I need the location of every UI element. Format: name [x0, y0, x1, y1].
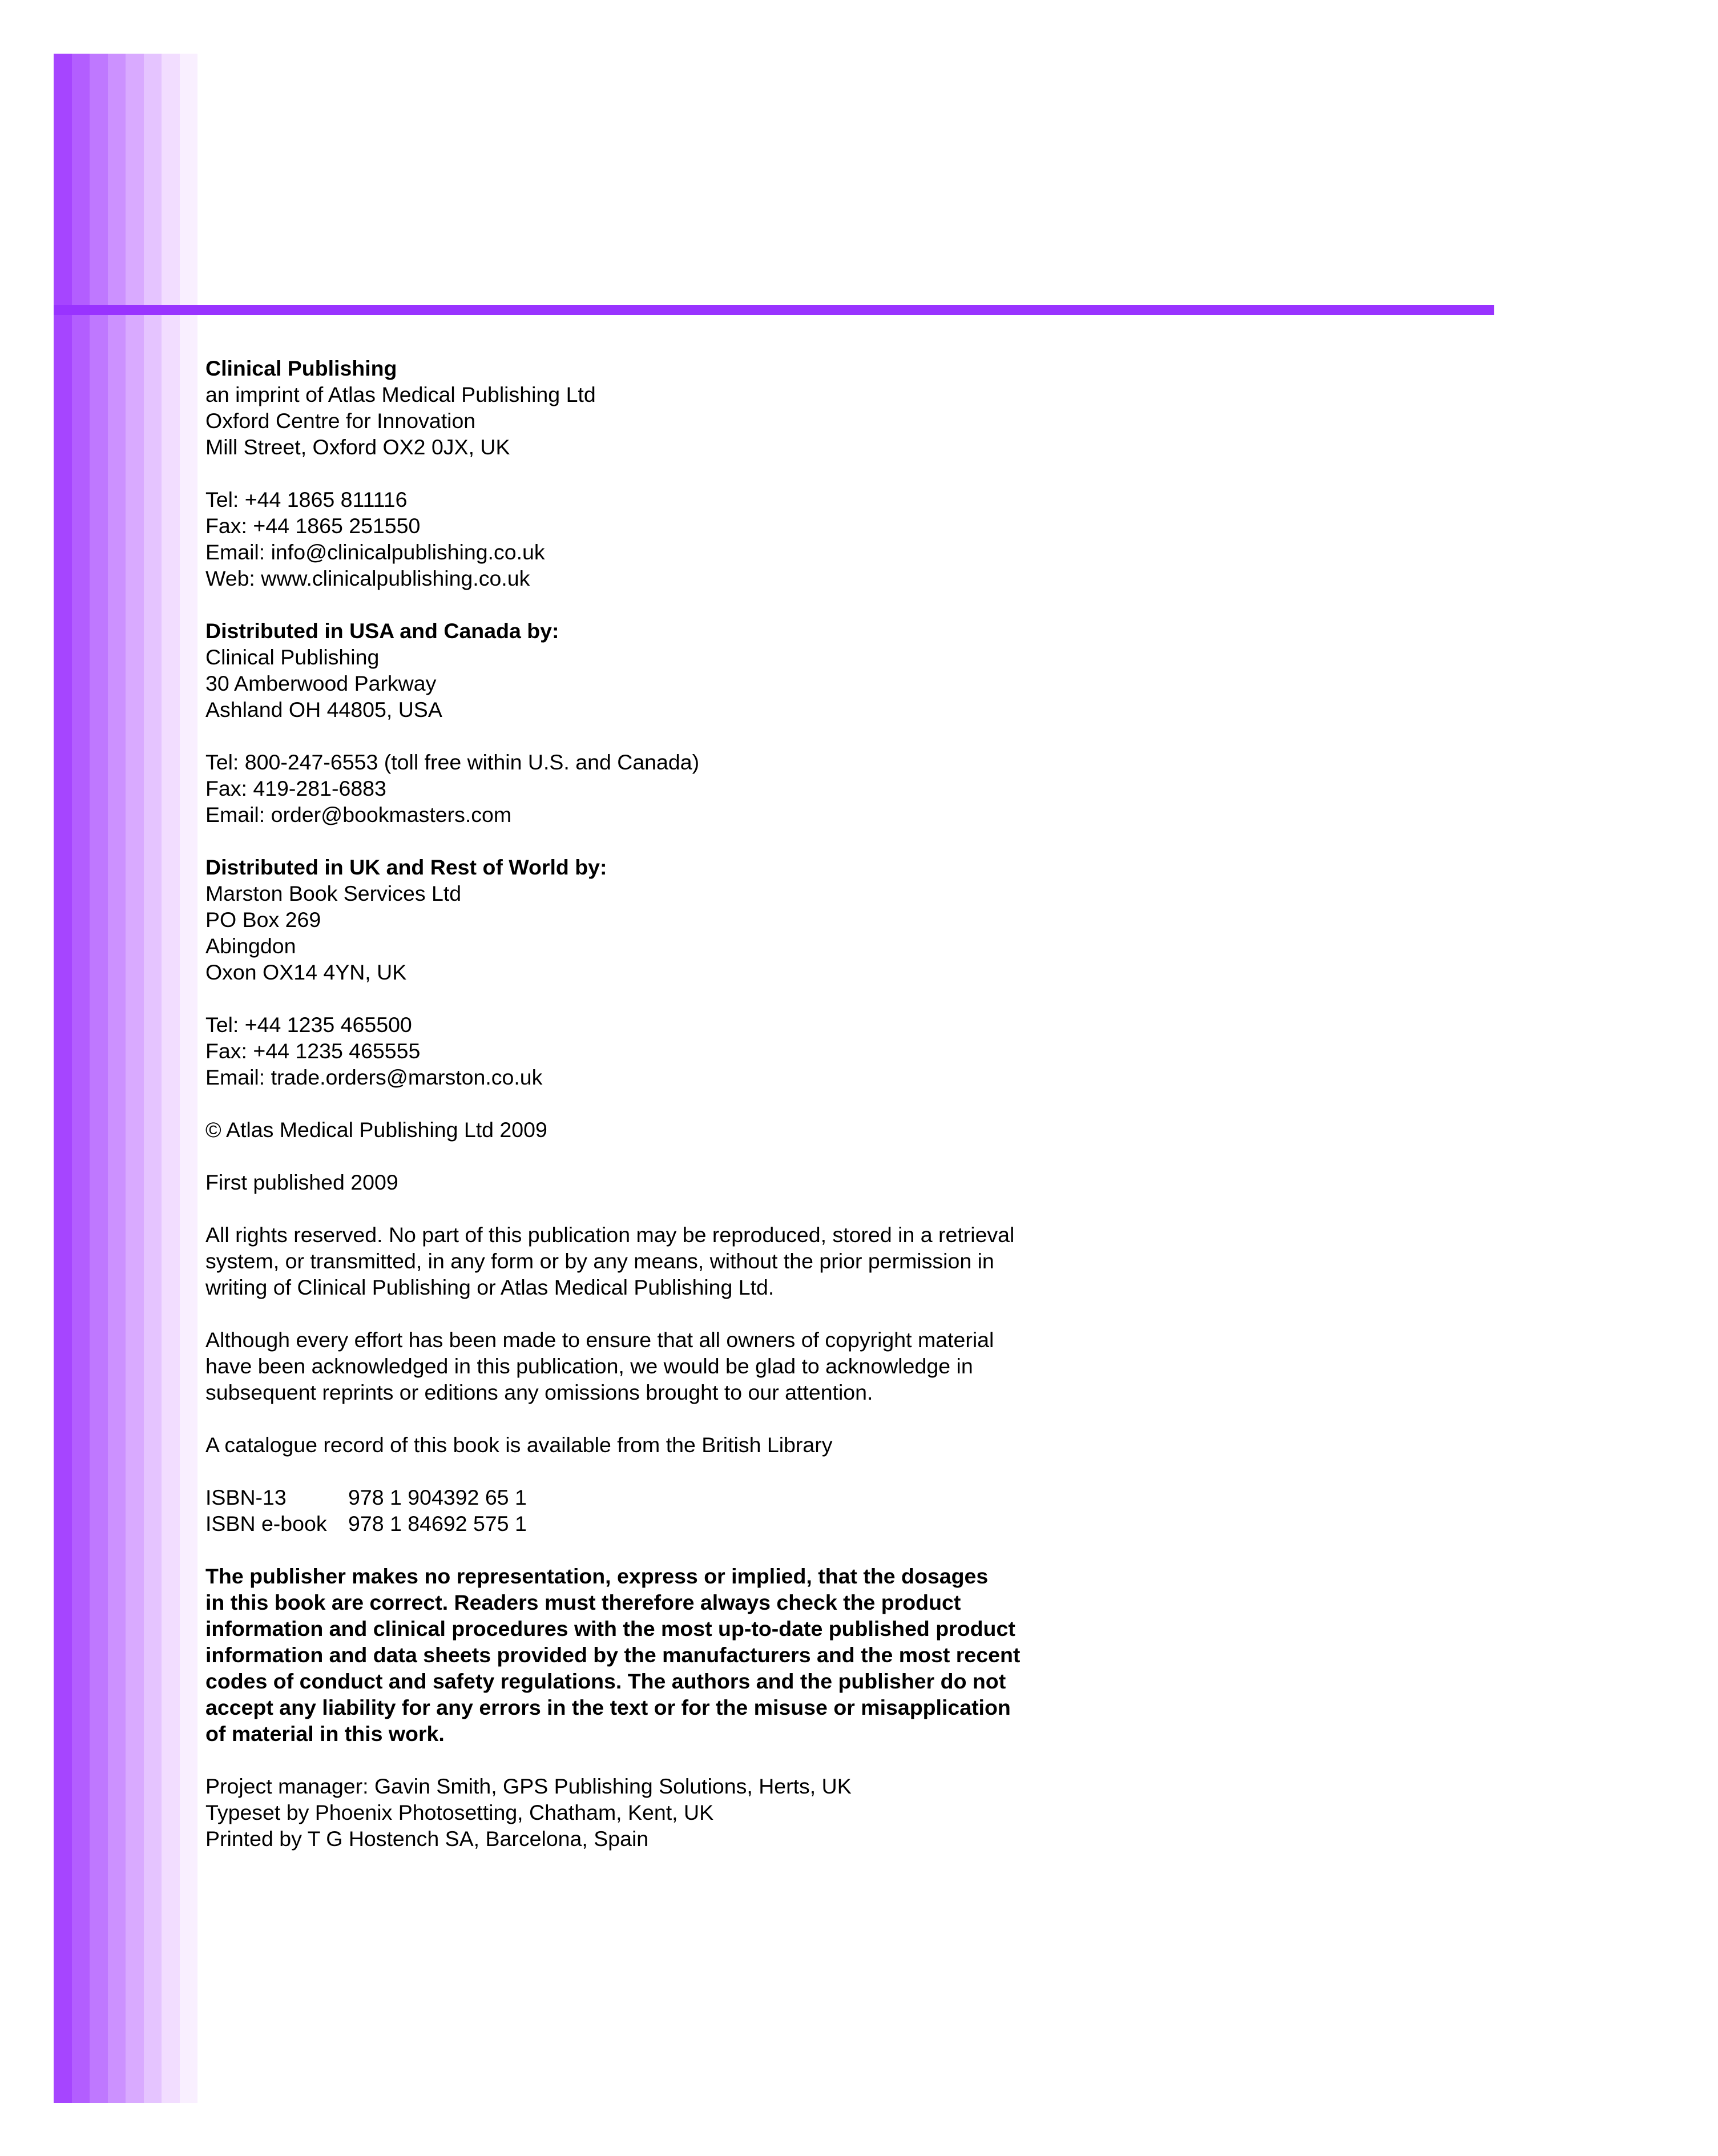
uk-address-line: Oxon OX14 4YN, UK — [205, 960, 407, 984]
usa-email: Email: order@bookmasters.com — [205, 803, 512, 827]
horizontal-rule — [54, 305, 1494, 315]
publisher-name: Clinical Publishing — [205, 356, 397, 380]
isbn13-value: 978 1 904392 65 1 — [348, 1485, 527, 1509]
decorative-side-stripes — [54, 54, 197, 2103]
copyright-notice: © Atlas Medical Publishing Ltd 2009 — [205, 1118, 547, 1142]
stripe-5 — [126, 54, 144, 2103]
stripe-7 — [162, 54, 180, 2103]
credit-line: Printed by T G Hostench SA, Barcelona, Spain — [205, 1827, 649, 1851]
isbn13-label: ISBN-13 — [205, 1485, 287, 1509]
catalogue-record: A catalogue record of this book is available from the British Library — [205, 1433, 833, 1457]
imprint-page-content — [205, 355, 1096, 1852]
usa-address-line: Clinical Publishing — [205, 645, 380, 669]
publisher-address-line: an imprint of Atlas Medical Publishing Ltd — [205, 382, 596, 406]
publisher-fax: Fax: +44 1865 251550 — [205, 514, 421, 538]
stripe-3 — [90, 54, 108, 2103]
uk-email: Email: trade.orders@marston.co.uk — [205, 1065, 543, 1089]
usa-fax: Fax: 419-281-6883 — [205, 776, 386, 800]
usa-distribution-block — [205, 618, 1096, 828]
uk-distribution-block — [205, 854, 1096, 1090]
publisher-address-line: Mill Street, Oxford OX2 0JX, UK — [205, 435, 510, 459]
publisher-address-line: Oxford Centre for Innovation — [205, 409, 476, 433]
credit-line: Project manager: Gavin Smith, GPS Publishing Solutions, Herts, UK — [205, 1774, 852, 1798]
uk-distribution-heading: Distributed in UK and Rest of World by: — [205, 855, 607, 879]
stripe-6 — [144, 54, 162, 2103]
publisher-web: Web: www.clinicalpublishing.co.uk — [205, 566, 530, 590]
usa-tel: Tel: 800-247-6553 (toll free within U.S. and Canada) — [205, 750, 700, 774]
rights-paragraph: All rights reserved. No part of this publication may be reproduced, stored in a retrieval system, or transmitted, in any form or by any means, without the prior permission in writing of Clinical Publishing or Atlas Medical Publishing Ltd. — [205, 1223, 1015, 1299]
publisher-block — [205, 355, 1096, 591]
usa-address-line: Ashland OH 44805, USA — [205, 698, 442, 722]
stripe-1 — [54, 54, 72, 2103]
usa-distribution-heading: Distributed in USA and Canada by: — [205, 619, 559, 643]
usa-address-line: 30 Amberwood Parkway — [205, 671, 437, 695]
publisher-tel: Tel: +44 1865 811116 — [205, 487, 408, 511]
dosage-disclaimer: The publisher makes no representation, express or implied, that the dosages in this book are correct. Readers must therefore always check the product information and clinical procedures with the most up-to-date published product information and data sheets provided by the manufacturers and the most recent codes of conduct and safety regulations. The authors and the publisher do not accept any liability for any errors in the text or for the misuse or misapplication of material in this work. — [205, 1564, 1021, 1746]
stripe-8 — [180, 54, 198, 2103]
stripe-4 — [108, 54, 126, 2103]
isbn13-row — [205, 1484, 1096, 1510]
isbn-ebook-label: ISBN e-book — [205, 1512, 327, 1536]
stripe-2 — [72, 54, 90, 2103]
acknowledgement-paragraph: Although every effort has been made to ensure that all owners of copyright material have been acknowledged in this publication, we would be glad to acknowledge in subsequent reprints or editions any omissions brought to our attention. — [205, 1328, 994, 1404]
first-published: First published 2009 — [205, 1170, 398, 1194]
uk-address-line: PO Box 269 — [205, 908, 321, 932]
credit-line: Typeset by Phoenix Photosetting, Chatham, Kent, UK — [205, 1800, 714, 1824]
uk-fax: Fax: +44 1235 465555 — [205, 1039, 421, 1063]
uk-address-line: Marston Book Services Ltd — [205, 881, 462, 905]
publisher-email: Email: info@clinicalpublishing.co.uk — [205, 540, 545, 564]
uk-address-line: Abingdon — [205, 934, 296, 958]
isbn-ebook-value: 978 1 84692 575 1 — [348, 1512, 527, 1536]
isbn-ebook-row — [205, 1510, 1096, 1537]
uk-tel: Tel: +44 1235 465500 — [205, 1013, 412, 1037]
